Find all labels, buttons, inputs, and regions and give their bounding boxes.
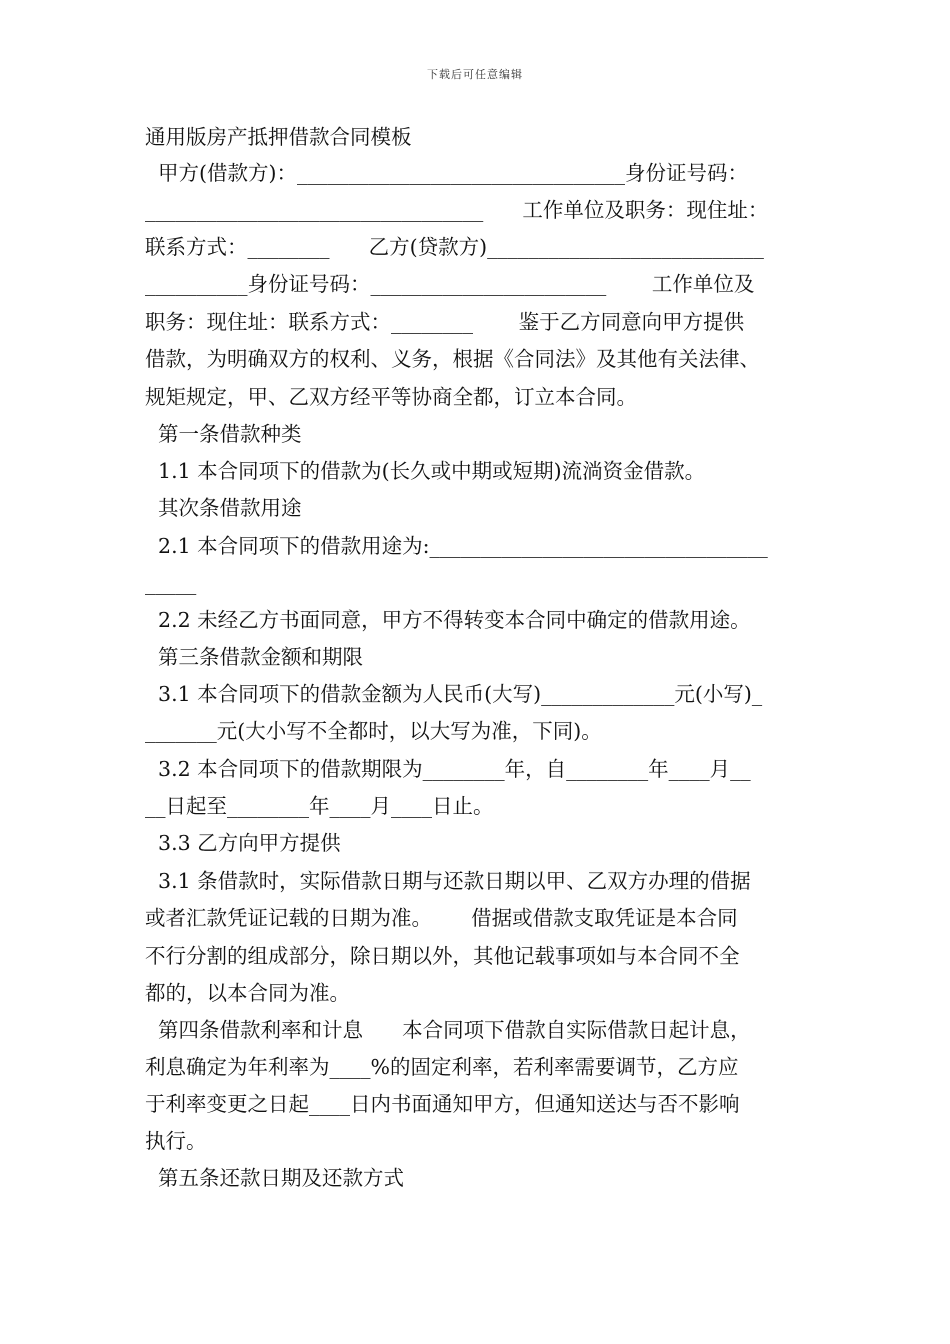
- text-line: 借款，为明确双方的权利、义务，根据《合同法》及其他有关法律、: [145, 347, 760, 371]
- text-line: 甲方(借款方)：________________________________身份证号码：: [145, 161, 749, 185]
- text-line: _________________________________ 工作单位及职务：现住址：: [145, 198, 769, 222]
- text-line: 3.1 条借款时，实际借款日期与还款日期以甲、乙双方办理的借据: [145, 869, 751, 893]
- text-line: 1.1 本合同项下的借款为(长久或中期或短期)流淌资金借款。: [145, 459, 706, 483]
- section-heading: 第四条借款利率和计息 本合同项下借款自实际借款日起计息，: [145, 1018, 751, 1042]
- text-line: _____: [145, 571, 197, 595]
- text-line: 执行。: [145, 1129, 207, 1153]
- section-heading: 第三条借款金额和期限: [145, 645, 364, 669]
- text-line: 于利率变更之日起____日内书面通知甲方，但通知送达与否不影响: [145, 1092, 740, 1116]
- text-line: 3.1 本合同项下的借款金额为人民币(大写)_____________元(小写)_: [145, 682, 763, 706]
- text-line: 都的，以本合同为准。: [145, 981, 350, 1005]
- section-heading: 第五条还款日期及还款方式: [145, 1166, 405, 1190]
- section-heading: 其次条借款用途: [145, 496, 302, 520]
- section-heading: 第一条借款种类: [145, 422, 302, 446]
- text-line: 利息确定为年利率为____%的固定利率，若利率需要调节，乙方应: [145, 1055, 739, 1079]
- contract-title: 通用版房产抵押借款合同模板: [145, 125, 412, 149]
- text-line: 规矩规定，甲、乙双方经平等协商全都，订立本合同。: [145, 385, 637, 409]
- text-line: _______元(大小写不全都时，以大写为准，下同)。: [145, 719, 602, 743]
- page-header-note: 下载后可任意编辑: [427, 68, 523, 81]
- text-line: 3.3 乙方向甲方提供: [145, 831, 341, 855]
- text-line: 联系方式：________ 乙方(贷款方)___________________________: [145, 235, 764, 259]
- text-line: 2.2 未经乙方书面同意，甲方不得转变本合同中确定的借款用途。: [145, 608, 751, 632]
- text-line: __________身份证号码：_______________________ 工作单位及: [145, 272, 755, 296]
- text-line: 或者汇款凭证记载的日期为准。 借据或借款支取凭证是本合同: [145, 906, 738, 930]
- text-line: 不行分割的组成部分，除日期以外，其他记载事项如与本合同不全: [145, 944, 740, 968]
- text-line: 职务：现住址：联系方式：________ 鉴于乙方同意向甲方提供: [145, 310, 745, 334]
- text-line: 3.2 本合同项下的借款期限为________年，自________年____月__: [145, 757, 751, 781]
- text-line: 2.1 本合同项下的借款用途为:_________________________________: [145, 534, 768, 558]
- text-line: __日起至________年____月____日止。: [145, 794, 494, 818]
